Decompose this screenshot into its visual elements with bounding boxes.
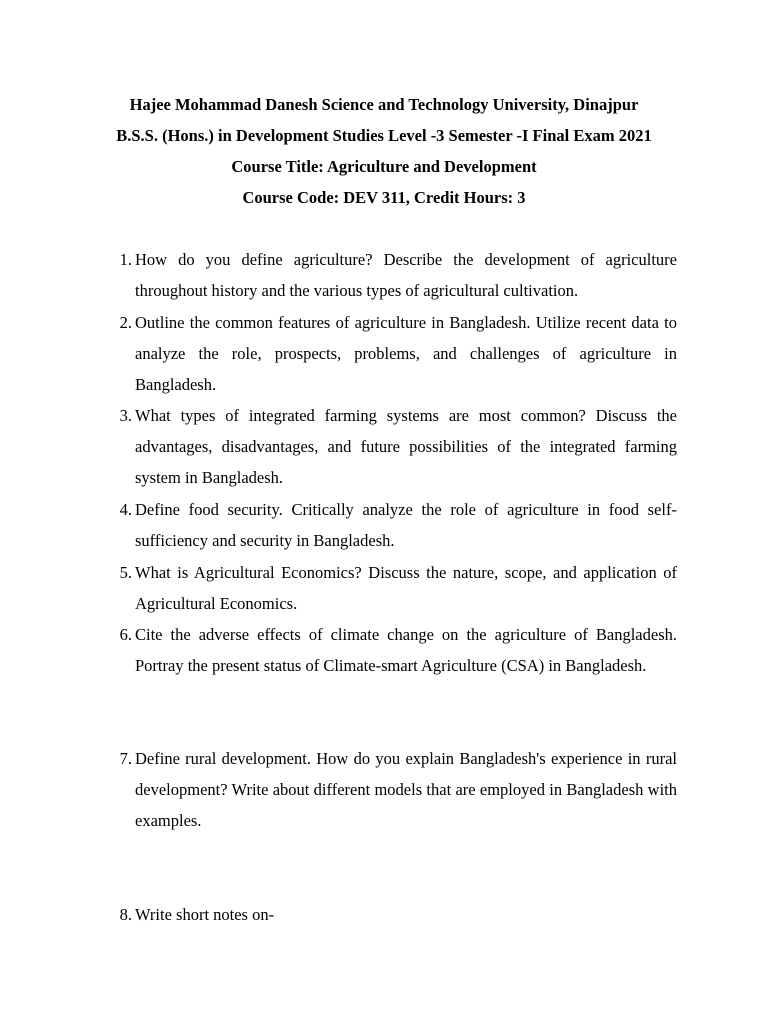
question-number: 4. [119,500,132,519]
question-number: 5. [119,563,132,582]
university-name: Hajee Mohammad Danesh Science and Technology University, Dinajpur [129,95,639,114]
question-number: 7. [119,749,132,768]
question-number: 2. [119,313,132,332]
program-line: B.S.S. (Hons.) in Development Studies Level -3 Semester -I Final Exam 2021 [116,126,652,145]
question-text: Define food security. Critically analyze the role of agriculture in food self-sufficiency and security in Bangladesh. [135,500,677,551]
course-title: Course Title: Agriculture and Development [231,157,537,176]
question-text: Define rural development. How do you explain Bangladesh's experience in rural development? Write about different models that are employed in Bangladesh with examples. [135,749,677,831]
question-text: How do you define agriculture? Describe the development of agriculture throughout history and the various types of agricultural cultivation. [135,250,677,301]
course-code: Course Code: DEV 311, Credit Hours: 3 [242,188,526,207]
question-text: Write short notes on- [135,905,275,924]
question-number: 6. [119,625,132,644]
question-text: Outline the common features of agriculture in Bangladesh. Utilize recent data to analyze the role, prospects, problems, and challenges of agriculture in Bangladesh. [135,313,677,395]
question-text: What types of integrated farming systems are most common? Discuss the advantages, disadvantages, and future possibilities of the integrated farming system in Bangladesh. [135,406,677,488]
question-text: What is Agricultural Economics? Discuss the nature, scope, and application of Agricultural Economics. [135,563,677,614]
question-text: Cite the adverse effects of climate change on the agriculture of Bangladesh. Portray the present status of Climate-smart Agriculture (CSA) in Bangladesh. [135,625,677,676]
question-number: 3. [119,406,132,425]
question-number: 1. [119,250,132,269]
exam-header [0,89,768,213]
question-number: 8. [119,905,132,924]
